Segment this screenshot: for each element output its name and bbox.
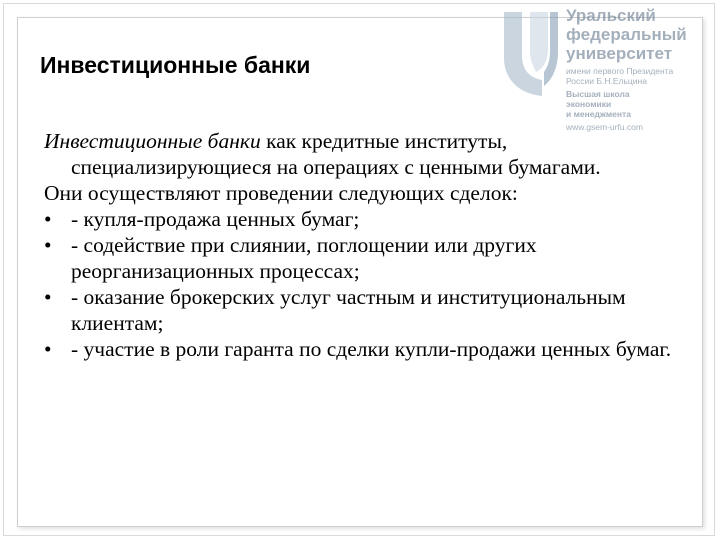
list-item-text: - содействие при слиянии, поглощении или других реорганизационных процессах;	[71, 233, 537, 283]
bullet-icon: •	[44, 207, 52, 231]
logo-line-3: университет	[566, 44, 673, 63]
deal-list	[44, 206, 694, 362]
list-item	[44, 206, 694, 232]
list-item-text: - участие в роли гаранта по сделки купли-продажи ценных бумаг.	[71, 337, 672, 361]
logo-line-6: Высшая школа	[566, 89, 630, 99]
logo-line-9: www.gsem-urfu.com	[566, 122, 643, 132]
bullet-icon: •	[44, 337, 52, 361]
logo-line-4: имени первого Президента	[566, 66, 674, 76]
urfu-logo-icon	[500, 8, 560, 100]
slide-body	[44, 128, 694, 362]
intro-term: Инвестиционные банки	[44, 129, 261, 153]
bullet-icon: •	[44, 285, 52, 309]
university-logo	[500, 6, 700, 138]
logo-line-5: России Б.Н.Ельцина	[566, 76, 647, 86]
intro-paragraph	[44, 128, 694, 180]
list-item-text: - купля-продажа ценных бумаг;	[71, 207, 360, 231]
list-item	[44, 284, 694, 336]
slide-title: Инвестиционные банки	[40, 52, 311, 78]
lead-paragraph: Они осуществляют проведении следующих сделок:	[44, 181, 518, 205]
logo-line-7: экономики	[566, 99, 612, 109]
bullet-icon: •	[44, 233, 52, 257]
logo-line-8: и менеджмента	[566, 109, 631, 119]
list-item-text: - оказание брокерских услуг частным и институциональным клиентам;	[71, 285, 626, 335]
list-item	[44, 232, 694, 284]
intro-rest: как кредитные институты, специализирующиеся на операциях с ценными бумагами.	[71, 129, 601, 179]
list-item	[44, 336, 694, 362]
logo-line-2: федеральный	[566, 25, 687, 44]
logo-line-1: Уральский	[566, 6, 656, 25]
